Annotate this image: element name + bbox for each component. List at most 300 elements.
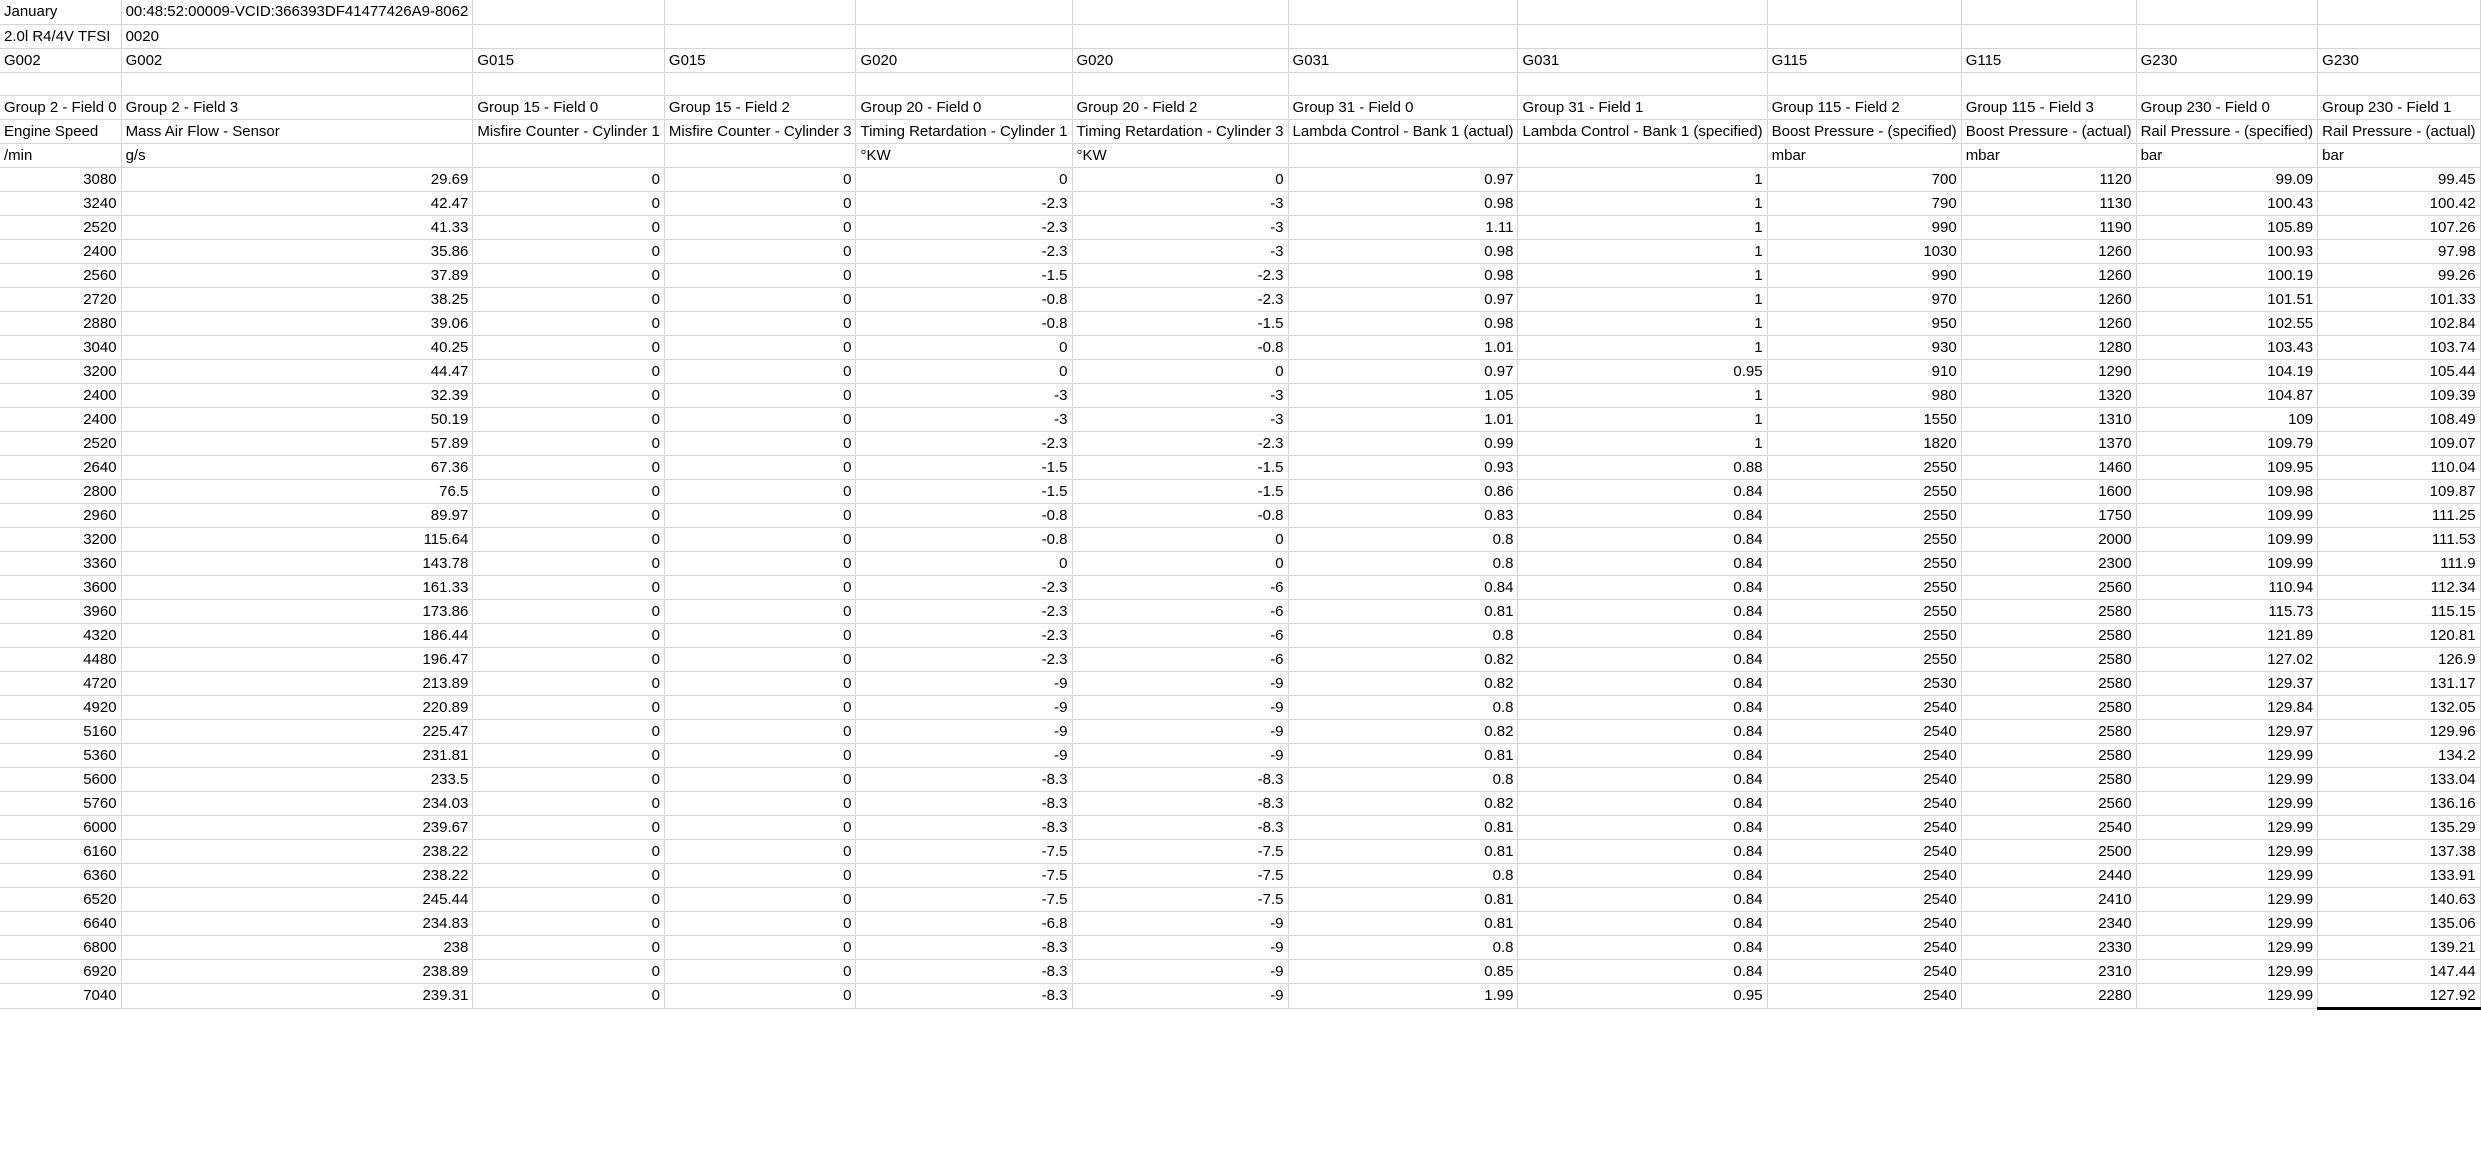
data-cell[interactable]: 109.87: [2318, 479, 2480, 503]
empty-cell[interactable]: [1288, 0, 1518, 24]
data-cell[interactable]: 0: [473, 503, 665, 527]
data-cell[interactable]: 139.21: [2318, 935, 2480, 959]
data-cell[interactable]: 0.8: [1288, 623, 1518, 647]
data-cell[interactable]: -2.3: [1072, 287, 1288, 311]
data-cell[interactable]: 2400: [0, 239, 121, 263]
data-cell[interactable]: 2540: [1767, 743, 1961, 767]
data-cell[interactable]: 1: [1518, 215, 1767, 239]
data-cell[interactable]: 0: [664, 743, 856, 767]
data-cell[interactable]: 0.84: [1518, 935, 1767, 959]
data-cell[interactable]: 1: [1518, 311, 1767, 335]
group-code-cell[interactable]: G031: [1518, 48, 1767, 72]
data-cell[interactable]: 0.98: [1288, 311, 1518, 335]
data-cell[interactable]: 2530: [1767, 671, 1961, 695]
data-cell[interactable]: 2560: [1961, 791, 2136, 815]
field-name-cell[interactable]: Misfire Counter - Cylinder 1: [473, 119, 665, 143]
data-cell[interactable]: 111.25: [2318, 503, 2480, 527]
data-cell[interactable]: 0: [473, 359, 665, 383]
data-cell[interactable]: 2550: [1767, 527, 1961, 551]
data-cell[interactable]: 0.84: [1518, 623, 1767, 647]
data-cell[interactable]: 0.84: [1518, 503, 1767, 527]
data-cell[interactable]: 147.44: [2318, 959, 2480, 983]
data-cell[interactable]: -8.3: [1072, 767, 1288, 791]
data-cell[interactable]: 0.84: [1518, 791, 1767, 815]
data-cell[interactable]: 2540: [1767, 959, 1961, 983]
unit-cell[interactable]: [1518, 143, 1767, 167]
data-cell[interactable]: 108.49: [2318, 407, 2480, 431]
data-cell[interactable]: -3: [856, 407, 1072, 431]
data-cell[interactable]: 41.33: [121, 215, 473, 239]
unit-cell[interactable]: [1288, 143, 1518, 167]
data-cell[interactable]: 129.99: [2136, 935, 2318, 959]
data-cell[interactable]: -0.8: [1072, 335, 1288, 359]
empty-cell[interactable]: [2318, 72, 2480, 95]
data-cell[interactable]: 1260: [1961, 311, 2136, 335]
data-cell[interactable]: 143.78: [121, 551, 473, 575]
data-cell[interactable]: 0.84: [1518, 527, 1767, 551]
data-cell[interactable]: 42.47: [121, 191, 473, 215]
data-cell[interactable]: 100.93: [2136, 239, 2318, 263]
data-cell[interactable]: -9: [1072, 743, 1288, 767]
data-cell[interactable]: 0.84: [1518, 647, 1767, 671]
data-cell[interactable]: 112.34: [2318, 575, 2480, 599]
data-cell[interactable]: 0.82: [1288, 791, 1518, 815]
data-cell[interactable]: 2540: [1767, 887, 1961, 911]
data-cell[interactable]: 0.8: [1288, 527, 1518, 551]
data-cell[interactable]: 1280: [1961, 335, 2136, 359]
data-cell[interactable]: 1.11: [1288, 215, 1518, 239]
data-cell[interactable]: 0.82: [1288, 647, 1518, 671]
data-cell[interactable]: 127.02: [2136, 647, 2318, 671]
data-cell[interactable]: -7.5: [856, 887, 1072, 911]
field-name-cell[interactable]: Mass Air Flow - Sensor: [121, 119, 473, 143]
data-cell[interactable]: 2540: [1767, 719, 1961, 743]
data-cell[interactable]: -9: [1072, 695, 1288, 719]
data-cell[interactable]: -2.3: [856, 575, 1072, 599]
data-cell[interactable]: 0: [664, 791, 856, 815]
data-cell[interactable]: 35.86: [121, 239, 473, 263]
data-cell[interactable]: -1.5: [856, 479, 1072, 503]
data-cell[interactable]: 2540: [1767, 983, 1961, 1008]
data-cell[interactable]: 120.81: [2318, 623, 2480, 647]
data-cell[interactable]: 225.47: [121, 719, 473, 743]
data-cell[interactable]: 0.98: [1288, 263, 1518, 287]
data-cell[interactable]: -2.3: [856, 431, 1072, 455]
data-cell[interactable]: 2000: [1961, 527, 2136, 551]
data-cell[interactable]: 2550: [1767, 599, 1961, 623]
data-cell[interactable]: 0: [664, 983, 856, 1008]
data-cell[interactable]: 0: [664, 263, 856, 287]
data-cell[interactable]: 231.81: [121, 743, 473, 767]
data-cell[interactable]: 0: [664, 695, 856, 719]
data-cell[interactable]: 0: [664, 935, 856, 959]
data-cell[interactable]: 213.89: [121, 671, 473, 695]
data-cell[interactable]: 2540: [1961, 815, 2136, 839]
data-cell[interactable]: 1260: [1961, 239, 2136, 263]
data-cell[interactable]: 2580: [1961, 695, 2136, 719]
data-cell[interactable]: 245.44: [121, 887, 473, 911]
data-cell[interactable]: 3040: [0, 335, 121, 359]
data-cell[interactable]: 0.84: [1518, 839, 1767, 863]
data-cell[interactable]: -2.3: [856, 599, 1072, 623]
data-cell[interactable]: 2550: [1767, 623, 1961, 647]
data-cell[interactable]: 1460: [1961, 455, 2136, 479]
data-cell[interactable]: 1: [1518, 239, 1767, 263]
data-cell[interactable]: 2580: [1961, 623, 2136, 647]
data-cell[interactable]: 1030: [1767, 239, 1961, 263]
data-cell[interactable]: 0.8: [1288, 767, 1518, 791]
group-code-cell[interactable]: G230: [2318, 48, 2480, 72]
data-cell[interactable]: 1: [1518, 383, 1767, 407]
data-cell[interactable]: -9: [856, 695, 1072, 719]
data-cell[interactable]: 103.43: [2136, 335, 2318, 359]
data-cell[interactable]: 89.97: [121, 503, 473, 527]
data-cell[interactable]: 910: [1767, 359, 1961, 383]
unit-cell[interactable]: g/s: [121, 143, 473, 167]
empty-cell[interactable]: [1961, 0, 2136, 24]
data-cell[interactable]: 980: [1767, 383, 1961, 407]
data-cell[interactable]: -8.3: [856, 983, 1072, 1008]
group-code-cell[interactable]: G020: [856, 48, 1072, 72]
data-cell[interactable]: -1.5: [1072, 455, 1288, 479]
data-cell[interactable]: 2880: [0, 311, 121, 335]
data-cell[interactable]: 0.97: [1288, 167, 1518, 191]
data-cell[interactable]: 238: [121, 935, 473, 959]
data-cell[interactable]: 100.42: [2318, 191, 2480, 215]
data-cell[interactable]: 0.84: [1518, 599, 1767, 623]
group-code-cell[interactable]: G115: [1767, 48, 1961, 72]
data-cell[interactable]: 6160: [0, 839, 121, 863]
data-cell[interactable]: 121.89: [2136, 623, 2318, 647]
field-name-cell[interactable]: Boost Pressure - (specified): [1767, 119, 1961, 143]
data-cell[interactable]: -2.3: [1072, 263, 1288, 287]
data-cell[interactable]: -1.5: [856, 263, 1072, 287]
data-cell[interactable]: 2960: [0, 503, 121, 527]
data-cell[interactable]: 0: [473, 263, 665, 287]
data-cell[interactable]: 5160: [0, 719, 121, 743]
data-cell[interactable]: -9: [1072, 911, 1288, 935]
data-cell[interactable]: 133.91: [2318, 863, 2480, 887]
data-cell[interactable]: 950: [1767, 311, 1961, 335]
data-cell[interactable]: 2580: [1961, 647, 2136, 671]
data-cell[interactable]: 131.17: [2318, 671, 2480, 695]
field-id-cell[interactable]: Group 230 - Field 0: [2136, 95, 2318, 119]
data-cell[interactable]: 2550: [1767, 647, 1961, 671]
data-cell[interactable]: 0: [664, 359, 856, 383]
data-cell[interactable]: 3960: [0, 599, 121, 623]
data-cell[interactable]: 132.05: [2318, 695, 2480, 719]
data-cell[interactable]: 0.84: [1518, 671, 1767, 695]
data-cell[interactable]: 32.39: [121, 383, 473, 407]
data-cell[interactable]: 0.95: [1518, 359, 1767, 383]
field-name-cell[interactable]: Rail Pressure - (actual): [2318, 119, 2480, 143]
unit-cell[interactable]: °KW: [856, 143, 1072, 167]
data-cell[interactable]: 0: [664, 815, 856, 839]
data-cell[interactable]: 3200: [0, 527, 121, 551]
data-cell[interactable]: 0.98: [1288, 239, 1518, 263]
data-cell[interactable]: -8.3: [856, 935, 1072, 959]
data-cell[interactable]: 0.84: [1518, 575, 1767, 599]
data-cell[interactable]: -1.5: [1072, 311, 1288, 335]
empty-cell[interactable]: [1288, 24, 1518, 48]
data-cell[interactable]: 2580: [1961, 767, 2136, 791]
data-cell[interactable]: 134.2: [2318, 743, 2480, 767]
data-cell[interactable]: 0.97: [1288, 359, 1518, 383]
data-cell[interactable]: 1.05: [1288, 383, 1518, 407]
empty-cell[interactable]: [664, 24, 856, 48]
data-cell[interactable]: 161.33: [121, 575, 473, 599]
data-cell[interactable]: 0: [664, 287, 856, 311]
empty-cell[interactable]: [0, 72, 121, 95]
data-cell[interactable]: 2540: [1767, 935, 1961, 959]
data-cell[interactable]: 1: [1518, 263, 1767, 287]
data-cell[interactable]: 109.07: [2318, 431, 2480, 455]
data-cell[interactable]: 0: [664, 407, 856, 431]
data-cell[interactable]: 129.97: [2136, 719, 2318, 743]
data-cell[interactable]: 3600: [0, 575, 121, 599]
data-cell[interactable]: 5600: [0, 767, 121, 791]
data-cell[interactable]: 790: [1767, 191, 1961, 215]
data-cell[interactable]: 100.19: [2136, 263, 2318, 287]
data-cell[interactable]: 233.5: [121, 767, 473, 791]
data-cell[interactable]: 129.84: [2136, 695, 2318, 719]
unit-cell[interactable]: °KW: [1072, 143, 1288, 167]
data-cell[interactable]: -9: [856, 719, 1072, 743]
data-cell[interactable]: 38.25: [121, 287, 473, 311]
data-cell[interactable]: 186.44: [121, 623, 473, 647]
meta-engine-cell[interactable]: 2.0l R4/4V TFSI: [0, 24, 121, 48]
data-cell[interactable]: 0.84: [1518, 911, 1767, 935]
data-cell[interactable]: 1750: [1961, 503, 2136, 527]
data-cell[interactable]: -0.8: [856, 287, 1072, 311]
data-cell[interactable]: 115.64: [121, 527, 473, 551]
data-cell[interactable]: 5760: [0, 791, 121, 815]
data-cell[interactable]: 239.67: [121, 815, 473, 839]
data-cell[interactable]: 129.99: [2136, 839, 2318, 863]
data-cell[interactable]: 0.84: [1518, 863, 1767, 887]
data-cell[interactable]: 109.99: [2136, 503, 2318, 527]
data-cell[interactable]: -9: [1072, 959, 1288, 983]
group-code-cell[interactable]: G115: [1961, 48, 2136, 72]
data-cell[interactable]: 2520: [0, 215, 121, 239]
empty-cell[interactable]: [121, 72, 473, 95]
data-cell[interactable]: 0.81: [1288, 839, 1518, 863]
data-cell[interactable]: 0: [664, 479, 856, 503]
field-name-cell[interactable]: Timing Retardation - Cylinder 3: [1072, 119, 1288, 143]
data-cell[interactable]: -6: [1072, 623, 1288, 647]
data-cell[interactable]: 2580: [1961, 719, 2136, 743]
data-cell[interactable]: 109.39: [2318, 383, 2480, 407]
data-cell[interactable]: 111.9: [2318, 551, 2480, 575]
data-cell[interactable]: -6: [1072, 575, 1288, 599]
meta-address-cell[interactable]: 0020: [121, 24, 473, 48]
data-cell[interactable]: 29.69: [121, 167, 473, 191]
field-id-cell[interactable]: Group 230 - Field 1: [2318, 95, 2480, 119]
data-cell[interactable]: 6920: [0, 959, 121, 983]
data-cell[interactable]: 129.37: [2136, 671, 2318, 695]
data-cell[interactable]: 2280: [1961, 983, 2136, 1008]
data-cell[interactable]: 1: [1518, 335, 1767, 359]
data-cell[interactable]: 129.99: [2136, 767, 2318, 791]
data-cell[interactable]: 0: [473, 791, 665, 815]
data-cell[interactable]: 0: [473, 551, 665, 575]
data-cell[interactable]: 104.87: [2136, 383, 2318, 407]
data-cell[interactable]: 0.8: [1288, 551, 1518, 575]
data-cell[interactable]: 0: [473, 815, 665, 839]
data-cell[interactable]: 0: [473, 647, 665, 671]
data-cell[interactable]: 2400: [0, 383, 121, 407]
field-id-cell[interactable]: Group 31 - Field 0: [1288, 95, 1518, 119]
data-cell[interactable]: 0: [1072, 551, 1288, 575]
data-cell[interactable]: 0: [473, 287, 665, 311]
data-cell[interactable]: 2580: [1961, 743, 2136, 767]
data-cell[interactable]: 220.89: [121, 695, 473, 719]
data-cell[interactable]: -8.3: [1072, 791, 1288, 815]
data-cell[interactable]: 101.51: [2136, 287, 2318, 311]
data-cell[interactable]: -2.3: [856, 215, 1072, 239]
unit-cell[interactable]: /min: [0, 143, 121, 167]
data-cell[interactable]: 111.53: [2318, 527, 2480, 551]
empty-cell[interactable]: [2136, 24, 2318, 48]
empty-cell[interactable]: [473, 24, 665, 48]
data-cell[interactable]: 1130: [1961, 191, 2136, 215]
data-cell[interactable]: 0: [473, 239, 665, 263]
data-cell[interactable]: 0: [473, 335, 665, 359]
group-code-cell[interactable]: G015: [473, 48, 665, 72]
data-cell[interactable]: 6520: [0, 887, 121, 911]
data-cell[interactable]: 129.99: [2136, 959, 2318, 983]
data-cell[interactable]: 238.22: [121, 839, 473, 863]
data-cell[interactable]: 37.89: [121, 263, 473, 287]
data-cell[interactable]: 1290: [1961, 359, 2136, 383]
data-cell[interactable]: 2800: [0, 479, 121, 503]
data-cell[interactable]: 0: [473, 527, 665, 551]
data-cell[interactable]: 0: [473, 983, 665, 1008]
data-cell[interactable]: 0.88: [1518, 455, 1767, 479]
data-cell[interactable]: 105.44: [2318, 359, 2480, 383]
data-cell[interactable]: 135.06: [2318, 911, 2480, 935]
empty-cell[interactable]: [2136, 72, 2318, 95]
data-cell[interactable]: 2540: [1767, 815, 1961, 839]
empty-cell[interactable]: [1288, 72, 1518, 95]
field-id-cell[interactable]: Group 2 - Field 0: [0, 95, 121, 119]
data-cell[interactable]: 129.99: [2136, 743, 2318, 767]
data-cell[interactable]: -3: [1072, 407, 1288, 431]
group-code-cell[interactable]: G015: [664, 48, 856, 72]
data-cell[interactable]: 0: [664, 647, 856, 671]
data-cell[interactable]: 196.47: [121, 647, 473, 671]
data-cell[interactable]: 0: [664, 551, 856, 575]
empty-cell[interactable]: [1767, 0, 1961, 24]
data-cell[interactable]: 76.5: [121, 479, 473, 503]
data-cell[interactable]: 126.9: [2318, 647, 2480, 671]
field-name-cell[interactable]: Lambda Control - Bank 1 (actual): [1288, 119, 1518, 143]
empty-cell[interactable]: [473, 72, 665, 95]
data-cell[interactable]: 0: [473, 671, 665, 695]
data-cell[interactable]: 0: [473, 431, 665, 455]
data-cell[interactable]: 0: [664, 887, 856, 911]
field-id-cell[interactable]: Group 15 - Field 2: [664, 95, 856, 119]
data-cell[interactable]: 0.84: [1518, 743, 1767, 767]
group-code-cell[interactable]: G002: [121, 48, 473, 72]
data-cell[interactable]: 129.99: [2136, 887, 2318, 911]
data-cell[interactable]: 115.73: [2136, 599, 2318, 623]
data-cell[interactable]: 129.99: [2136, 911, 2318, 935]
data-cell[interactable]: 239.31: [121, 983, 473, 1008]
data-cell[interactable]: 2300: [1961, 551, 2136, 575]
data-cell[interactable]: 6360: [0, 863, 121, 887]
data-cell[interactable]: 0: [473, 623, 665, 647]
data-cell[interactable]: 2720: [0, 287, 121, 311]
group-code-cell[interactable]: G230: [2136, 48, 2318, 72]
data-cell[interactable]: 0: [664, 839, 856, 863]
data-cell[interactable]: 4920: [0, 695, 121, 719]
data-cell[interactable]: -1.5: [856, 455, 1072, 479]
data-cell[interactable]: 0.84: [1518, 767, 1767, 791]
data-cell[interactable]: -2.3: [856, 647, 1072, 671]
empty-cell[interactable]: [473, 0, 665, 24]
data-cell[interactable]: -6.8: [856, 911, 1072, 935]
data-cell[interactable]: -9: [1072, 719, 1288, 743]
data-cell[interactable]: 105.89: [2136, 215, 2318, 239]
data-cell[interactable]: 0: [473, 455, 665, 479]
field-name-cell[interactable]: Engine Speed: [0, 119, 121, 143]
data-cell[interactable]: 2540: [1767, 767, 1961, 791]
field-id-cell[interactable]: Group 31 - Field 1: [1518, 95, 1767, 119]
data-cell[interactable]: -9: [1072, 935, 1288, 959]
data-cell[interactable]: 2520: [0, 431, 121, 455]
unit-cell[interactable]: mbar: [1767, 143, 1961, 167]
unit-cell[interactable]: bar: [2136, 143, 2318, 167]
data-cell[interactable]: -3: [1072, 191, 1288, 215]
data-cell[interactable]: 137.38: [2318, 839, 2480, 863]
data-cell[interactable]: 6800: [0, 935, 121, 959]
data-cell[interactable]: 0.86: [1288, 479, 1518, 503]
group-code-cell[interactable]: G031: [1288, 48, 1518, 72]
field-id-cell[interactable]: Group 20 - Field 2: [1072, 95, 1288, 119]
data-cell[interactable]: 1: [1518, 287, 1767, 311]
data-cell[interactable]: 173.86: [121, 599, 473, 623]
data-cell[interactable]: 102.84: [2318, 311, 2480, 335]
data-cell[interactable]: 44.47: [121, 359, 473, 383]
data-cell[interactable]: 0.81: [1288, 743, 1518, 767]
data-cell[interactable]: 4320: [0, 623, 121, 647]
data-cell[interactable]: 1320: [1961, 383, 2136, 407]
data-cell[interactable]: 2330: [1961, 935, 2136, 959]
data-cell[interactable]: 4480: [0, 647, 121, 671]
data-cell[interactable]: -1.5: [1072, 479, 1288, 503]
data-cell[interactable]: 234.83: [121, 911, 473, 935]
data-cell[interactable]: 0: [664, 863, 856, 887]
data-cell[interactable]: 1600: [1961, 479, 2136, 503]
data-cell[interactable]: 4720: [0, 671, 121, 695]
data-cell[interactable]: 100.43: [2136, 191, 2318, 215]
data-cell[interactable]: 2310: [1961, 959, 2136, 983]
data-cell[interactable]: 0: [473, 863, 665, 887]
data-cell[interactable]: -2.3: [856, 239, 1072, 263]
data-cell[interactable]: 0.81: [1288, 815, 1518, 839]
data-cell[interactable]: 0.84: [1518, 695, 1767, 719]
data-cell[interactable]: 1: [1518, 407, 1767, 431]
data-cell[interactable]: 107.26: [2318, 215, 2480, 239]
data-cell[interactable]: 0: [664, 527, 856, 551]
data-cell[interactable]: 127.92: [2318, 983, 2480, 1008]
data-cell[interactable]: 0.81: [1288, 599, 1518, 623]
data-cell[interactable]: 0: [664, 167, 856, 191]
empty-cell[interactable]: [1072, 0, 1288, 24]
empty-cell[interactable]: [1961, 72, 2136, 95]
field-id-cell[interactable]: Group 115 - Field 2: [1767, 95, 1961, 119]
